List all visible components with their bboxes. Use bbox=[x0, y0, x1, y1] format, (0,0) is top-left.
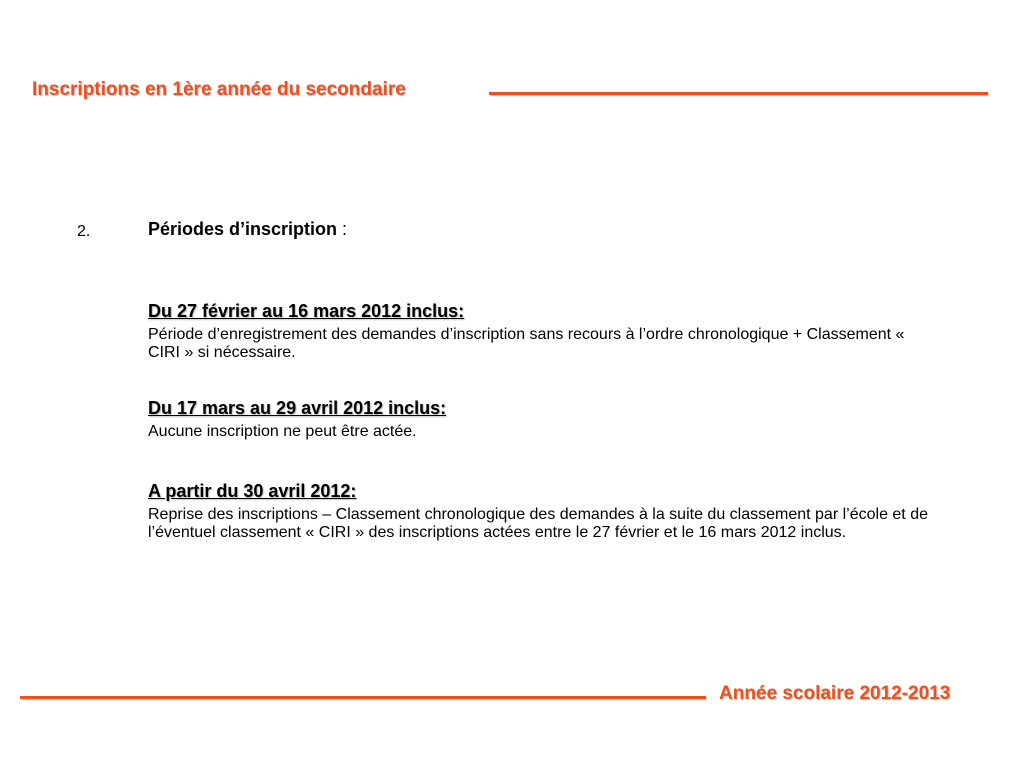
period-title: Du 17 mars au 29 avril 2012 inclus: bbox=[148, 398, 447, 418]
period-description: Reprise des inscriptions – Classement chronologique des demandes à la suite du classement par l’école et de l’éventuel classement « CIRI » des inscriptions actées entre le 27 février et le 16 mars 2012 inclus. bbox=[148, 506, 928, 541]
section-heading-suffix: : bbox=[337, 219, 348, 239]
period-block-3 bbox=[148, 480, 948, 542]
period-title: A partir du 30 avril 2012: bbox=[148, 481, 357, 501]
period-block-2 bbox=[148, 397, 948, 441]
header-title: Inscriptions en 1ère année du secondaire bbox=[32, 79, 406, 100]
period-title: Du 27 février au 16 mars 2012 inclus: bbox=[148, 301, 465, 321]
period-block-1 bbox=[148, 300, 948, 362]
section-number: 2. bbox=[77, 223, 91, 240]
footer-rule bbox=[20, 696, 706, 699]
section-heading-text: Périodes d’inscription bbox=[148, 219, 338, 239]
period-description: Aucune inscription ne peut être actée. bbox=[148, 423, 417, 440]
period-description: Période d’enregistrement des demandes d’inscription sans recours à l’ordre chronologique + Classement « CIRI » si nécessaire. bbox=[148, 326, 905, 361]
header-rule bbox=[489, 92, 988, 95]
section-heading bbox=[148, 219, 347, 240]
footer-title: Année scolaire 2012-2013 bbox=[719, 683, 951, 704]
